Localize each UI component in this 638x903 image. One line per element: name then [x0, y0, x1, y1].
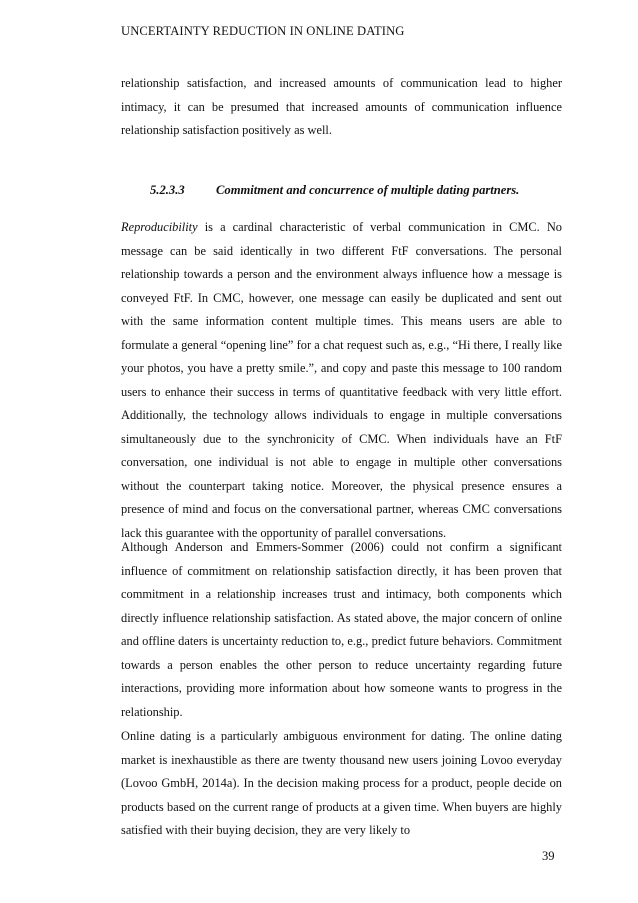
- paragraph: [121, 536, 562, 724]
- paragraph-text: [121, 216, 562, 545]
- paragraph-text: Although Anderson and Emmers-Sommer (2006) could not confirm a significant influence of commitment on relationship satisfaction directly, it has been proven that commitment in a relationship increases trust and intimacy, both components which directly influence relationship satisfaction. As stated above, the major concern of online and offline daters is uncertainty reduction to, e.g., predict future behaviors. Commitment towards a person enables the other person to reduce uncertainty regarding future interactions, providing more information about how someone wants to progress in the relationship.: [121, 540, 562, 719]
- paragraph-text: relationship satisfaction, and increased amounts of communication lead to higher intimacy, it can be presumed that increased amounts of communication influence relationship satisfaction positively as well.: [121, 76, 562, 137]
- section-heading: [150, 183, 519, 198]
- page-number: 39: [542, 849, 555, 863]
- section-number: 5.2.3.3: [150, 183, 185, 197]
- paragraph: [121, 72, 562, 143]
- emphasized-term: Reproducibility: [121, 220, 198, 234]
- section-title: Commitment and concurrence of multiple dating partners.: [216, 183, 520, 197]
- paragraph-text: Online dating is a particularly ambiguous environment for dating. The online dating market is inexhaustible as there are twenty thousand new users joining Lovoo everyday (Lovoo GmbH, 2014a). In the decision making process for a product, people decide on products based on the current range of products at a given time. When buyers are highly satisfied with their buying decision, they are very likely to: [121, 729, 562, 837]
- paragraph: [121, 725, 562, 843]
- paragraph-body: is a cardinal characteristic of verbal communication in CMC. No message can be said identically in two different FtF conversations. The personal relationship towards a person and the environment always influence how a message is conveyed FtF. In CMC, however, one message can easily be duplicated and sent out with the same information content multiple times. This means users are able to formulate a general “opening line” for a chat request such as, e.g., “Hi there, I really like your photos, you have a pretty smile.”, and copy and paste this message to 100 random users to enhance their success in terms of quantitative feedback with very little effort. Additionally, the technology allows individuals to engage in multiple conversations simultaneously due to the synchronicity of CMC. When individuals have an FtF conversation, one individual is not able to engage in multiple other conversations without the counterpart taking notice. Moreover, the physical presence ensures a presence of mind and focus on the conversational partner, whereas CMC conversations lack this guarantee with the opportunity of parallel conversations.: [121, 220, 562, 540]
- running-head: UNCERTAINTY REDUCTION IN ONLINE DATING: [121, 24, 405, 38]
- paragraph: [121, 216, 562, 545]
